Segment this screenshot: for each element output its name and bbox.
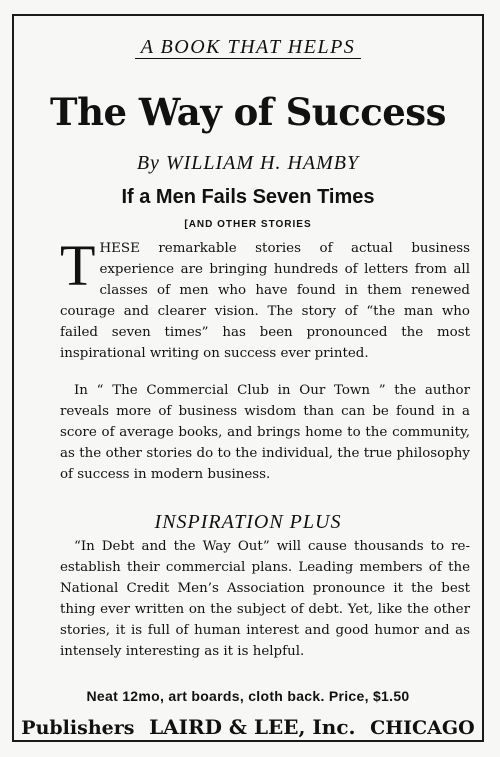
- tagline: A BOOK THAT HELPS: [14, 36, 482, 59]
- paragraph-debt-text: “In Debt and the Way Out” will cause thousands to re-establish their commercial plans. Leading members of the National Credit Men’s Association pronounce it the best thing ever written on the subject of debt. Yet, like the other stories, it is full of human interest and good humor and as intensely interesting as it is helpful.: [60, 539, 470, 659]
- paragraph-commercial-club-text: In “ The Commercial Club in Our Town ” the author reveals more of business wisdom than can be found in a score of average books, and brings home to the community, as the other stories do to the individual, the true philosophy of success in modern business.: [60, 383, 470, 482]
- publisher-name: LAIRD & LEE, Inc.: [149, 715, 356, 739]
- paragraph-intro: [60, 233, 470, 364]
- paragraph-intro-text: HESE remarkable stories of actual business experience are bringing hundreds of letters from all classes of men who have found in them renewed courage and clearer vision. The story of “the man who failed seven times” has been pronounced the most inspirational writing on success ever printed.: [60, 241, 470, 361]
- book-subtitle: If a Men Fails Seven Times: [121, 186, 375, 208]
- author-byline: By WILLIAM H. HAMBY: [136, 152, 360, 174]
- other-stories-label: [AND OTHER STORIES: [184, 219, 312, 230]
- paragraph-debt: [60, 536, 470, 662]
- book-title: The Way of Success: [50, 90, 446, 134]
- publisher-city: CHICAGO: [370, 717, 475, 739]
- publisher-line: [14, 715, 482, 739]
- section-heading: INSPIRATION PLUS: [154, 511, 342, 533]
- paragraph-commercial-club: [60, 380, 470, 485]
- publisher-label: Publishers: [21, 717, 135, 739]
- advertisement-frame: [12, 14, 484, 742]
- drop-cap: T: [60, 233, 96, 298]
- price-line: Neat 12mo, art boards, cloth back. Price, $1.50: [86, 688, 410, 704]
